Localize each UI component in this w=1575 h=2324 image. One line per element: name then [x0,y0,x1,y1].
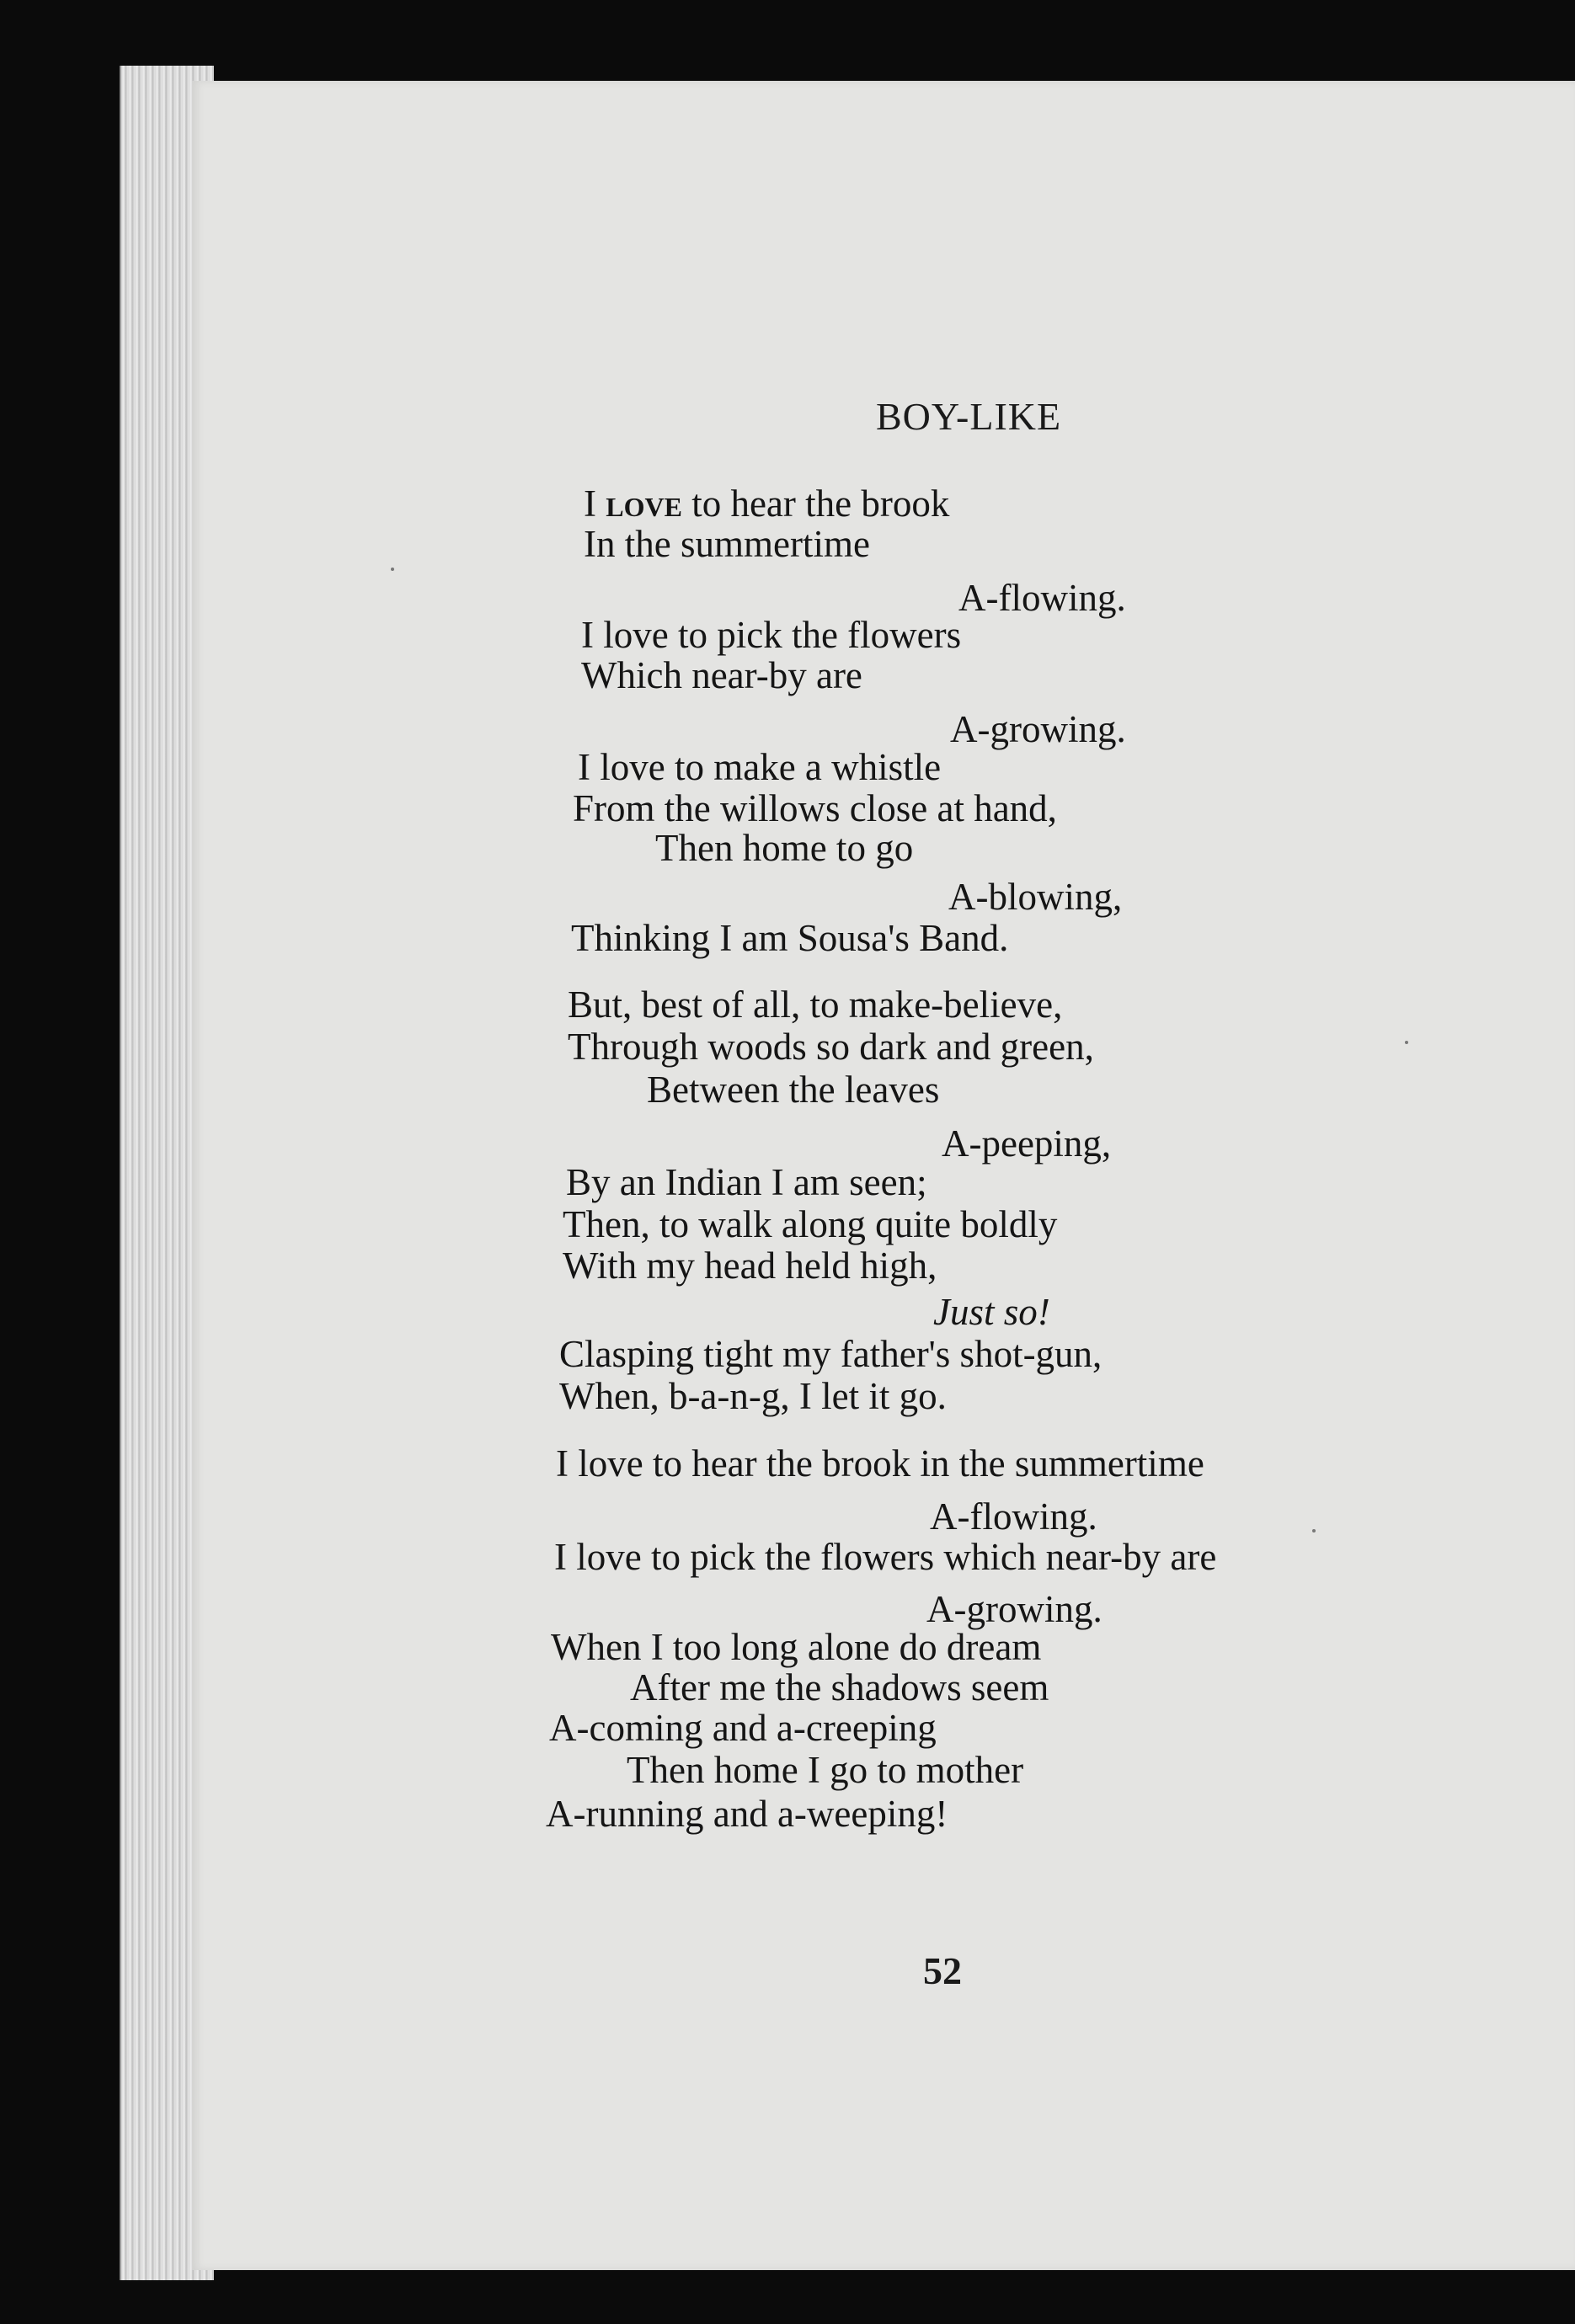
poem-line-30: A-running and a-weeping! [546,1793,948,1835]
poem-line-17: Then, to walk along quite boldly [563,1203,1058,1245]
poem-line-3: A-flowing. [958,577,1126,619]
poem-line-29: Then home I go to mother [627,1749,1024,1791]
poem-line-12: But, best of all, to make-believe, [568,983,1063,1026]
poem-line-13: Through woods so dark and green, [568,1026,1094,1068]
poem-line-5: Which near-by are [581,654,862,696]
poem-line-26: When I too long alone do dream [551,1626,1042,1668]
poem-line-20: Clasping tight my father's shot-gun, [559,1333,1102,1375]
dust-speck [391,568,394,571]
dust-speck [1312,1529,1316,1532]
poem-line-7: I love to make a whistle [578,746,942,788]
poem-line-1-start: I [584,482,606,525]
book-page [192,81,1575,2270]
poem-line-8: From the willows close at hand, [573,787,1057,829]
poem-line-16: By an Indian I am seen; [566,1161,927,1203]
poem-line-2: In the summertime [584,523,870,565]
poem-line-1-rest: to hear the brook [681,482,950,525]
poem-line-1-smallcaps: love [606,482,682,525]
poem-line-15: A-peeping, [942,1122,1112,1165]
poem-line-9: Then home to go [655,827,914,869]
poem-line-4: I love to pick the flowers [581,614,962,656]
poem-line-23: A-flowing. [930,1495,1097,1538]
poem-line-11: Thinking I am Sousa's Band. [571,917,1009,959]
poem-line-27: After me the shadows seem [630,1666,1049,1708]
poem-line-25: A-growing. [926,1588,1102,1630]
poem-line-1 [584,482,950,525]
poem-title: BOY-LIKE [876,395,1062,438]
poem-line-22: I love to hear the brook in the summertime [556,1442,1204,1484]
page-number: 52 [923,1949,962,1992]
poem-line-6: A-growing. [950,708,1126,750]
poem-line-14: Between the leaves [647,1069,940,1111]
poem-line-10: A-blowing, [948,876,1123,918]
poem-line-24: I love to pick the flowers which near-by are [554,1536,1217,1578]
dust-speck [1405,1041,1408,1044]
poem-line-19: Just so! [933,1291,1050,1333]
poem-line-18: With my head held high, [563,1245,937,1287]
poem [192,81,1575,2270]
poem-line-28: A-coming and a-creeping [549,1707,937,1749]
poem-line-21: When, b-a-n-g, I let it go. [559,1375,947,1417]
